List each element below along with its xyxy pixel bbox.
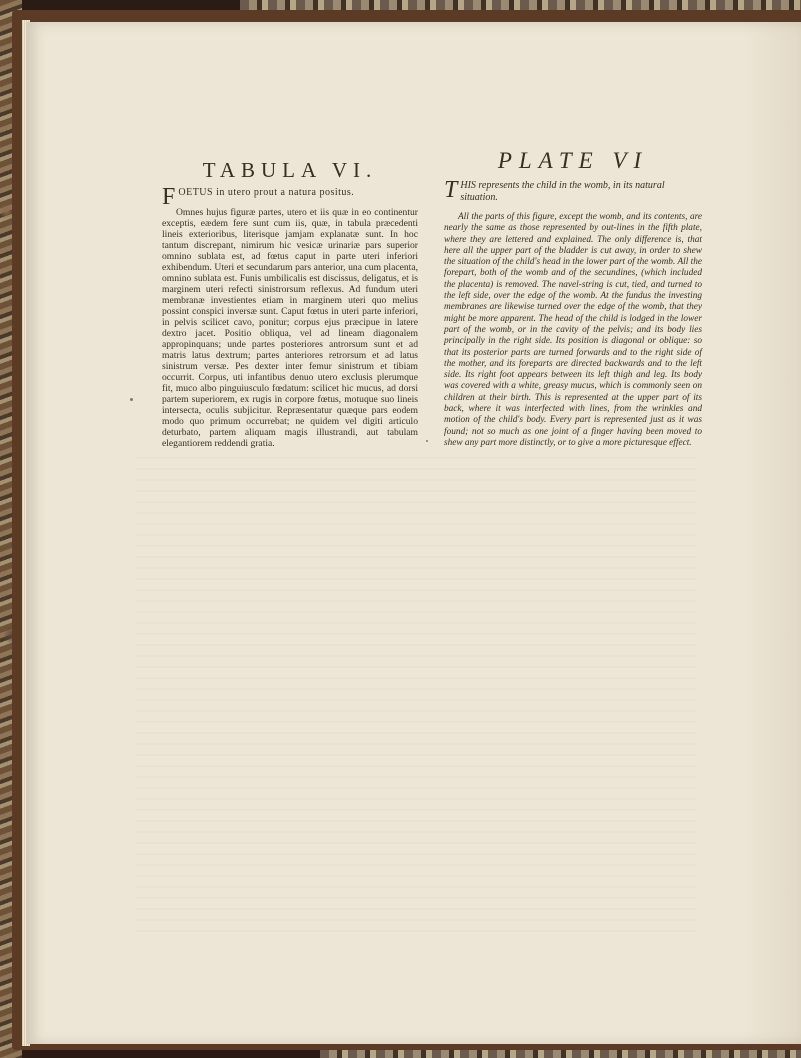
latin-lead-text: OETUS in utero prout a natura positus. [178, 187, 355, 198]
latin-body: Omnes hujus figuræ partes, utero et iis quæ in eo continentur exceptis, eædem fere sunt cum iis, quæ, in tabula præcedenti lineis exterioribus, literisque jamjam explanatæ sunt. In hoc tantum discrepant, nimirum hic vesicæ urinariæ pars superior omnino sublata est, ad fœtus caput in parte uteri inferiori exhibendum. Uteri et secundarum pars anterior, una cum placenta, omnino sublata est. Funis umbilicalis est discissus, deligatus, et is marginem uteri refecti sinistrorsum reflexus. Ad fundum uteri membranæ investientes etiam in marginem uteri quo melius possint conspici inversæ sunt. Caput fœtus in uteri parte inferiori, in pelvis scilicet cavo, ponitur; corpus ejus præcipue in latere dextro jacet. Positio obliqua, vel ad lineam diagonalem appropinquans; unde partes posteriores antrorsum sunt et ad matris latus dextrum; partes anteriores retrorsum et ad latus sinistrum versæ. Pes dexter inter femur sinistrum et tibiam occurrit. Corpus, uti infantibus denuo utero exclusis plerumque fit, muco albo pinguiusculo fœdatum: scilicet hic mucus, ad dorsi partem superiorem, ex rugis in corpore fœtus, motuque suo lineis intersecta, oculis subjicitur. Repræsentatur quæque pars eodem modo quo primum occurrebat; ne quidem vel digiti articulo deturbato, partem aliquam magis illustrandi, aut tabulam elegantiorem reddendi gratia. [162, 207, 418, 449]
latin-title: TABULA VI. [202, 158, 378, 182]
bleed-through-texture [136, 452, 696, 932]
english-drop-cap: T [444, 177, 458, 203]
latin-column [162, 158, 418, 449]
latin-lead [162, 184, 418, 210]
english-column [444, 148, 702, 449]
english-body: All the parts of this figure, except the womb, and its contents, are nearly the same as those represented by out-lines in the fifth plate, where they are lettered and explained. The only difference is, that here all the upper part of the bladder is cut away, in order to shew the situation of the child's head in the lower part of the womb. All the forepart, both of the womb and of the secundines, (which included the placenta) is removed. The navel-string is cut, tied, and turned to the left side, over the edge of the womb. At the fundus the investing membranes are likewise turned over the edge of the womb, that they might be more apparent. The head of the child is lodged in the lower part of the womb, or in the cavity of the pelvis; and its body lies principally in the right side. Its position is diagonal or oblique: so that its posterior parts are turned forwards and to the right side of the mother, and its foreparts are directed backwards and to the left side. Its right foot appears between its left thigh and leg. Its body was covered with a white, greasy mucus, which is commonly seen on children at their birth. This is represented at the upper part of its back, where it was interfected with lines, from the wrinkles and motion of the child's body. Every part is represented just as it was found; not so much as one joint of a finger having been moved to shew any part more distinctly, or to give a more picturesque effect. [444, 212, 702, 448]
paper-speck [130, 398, 133, 401]
latin-drop-cap: F [162, 184, 176, 210]
english-title: PLATE VI [497, 148, 649, 173]
english-lead [444, 177, 702, 204]
paper-speck [426, 440, 428, 442]
page-shade [741, 22, 801, 1044]
english-lead-text: HIS represents the child in the womb, in its natural situation. [460, 180, 665, 203]
